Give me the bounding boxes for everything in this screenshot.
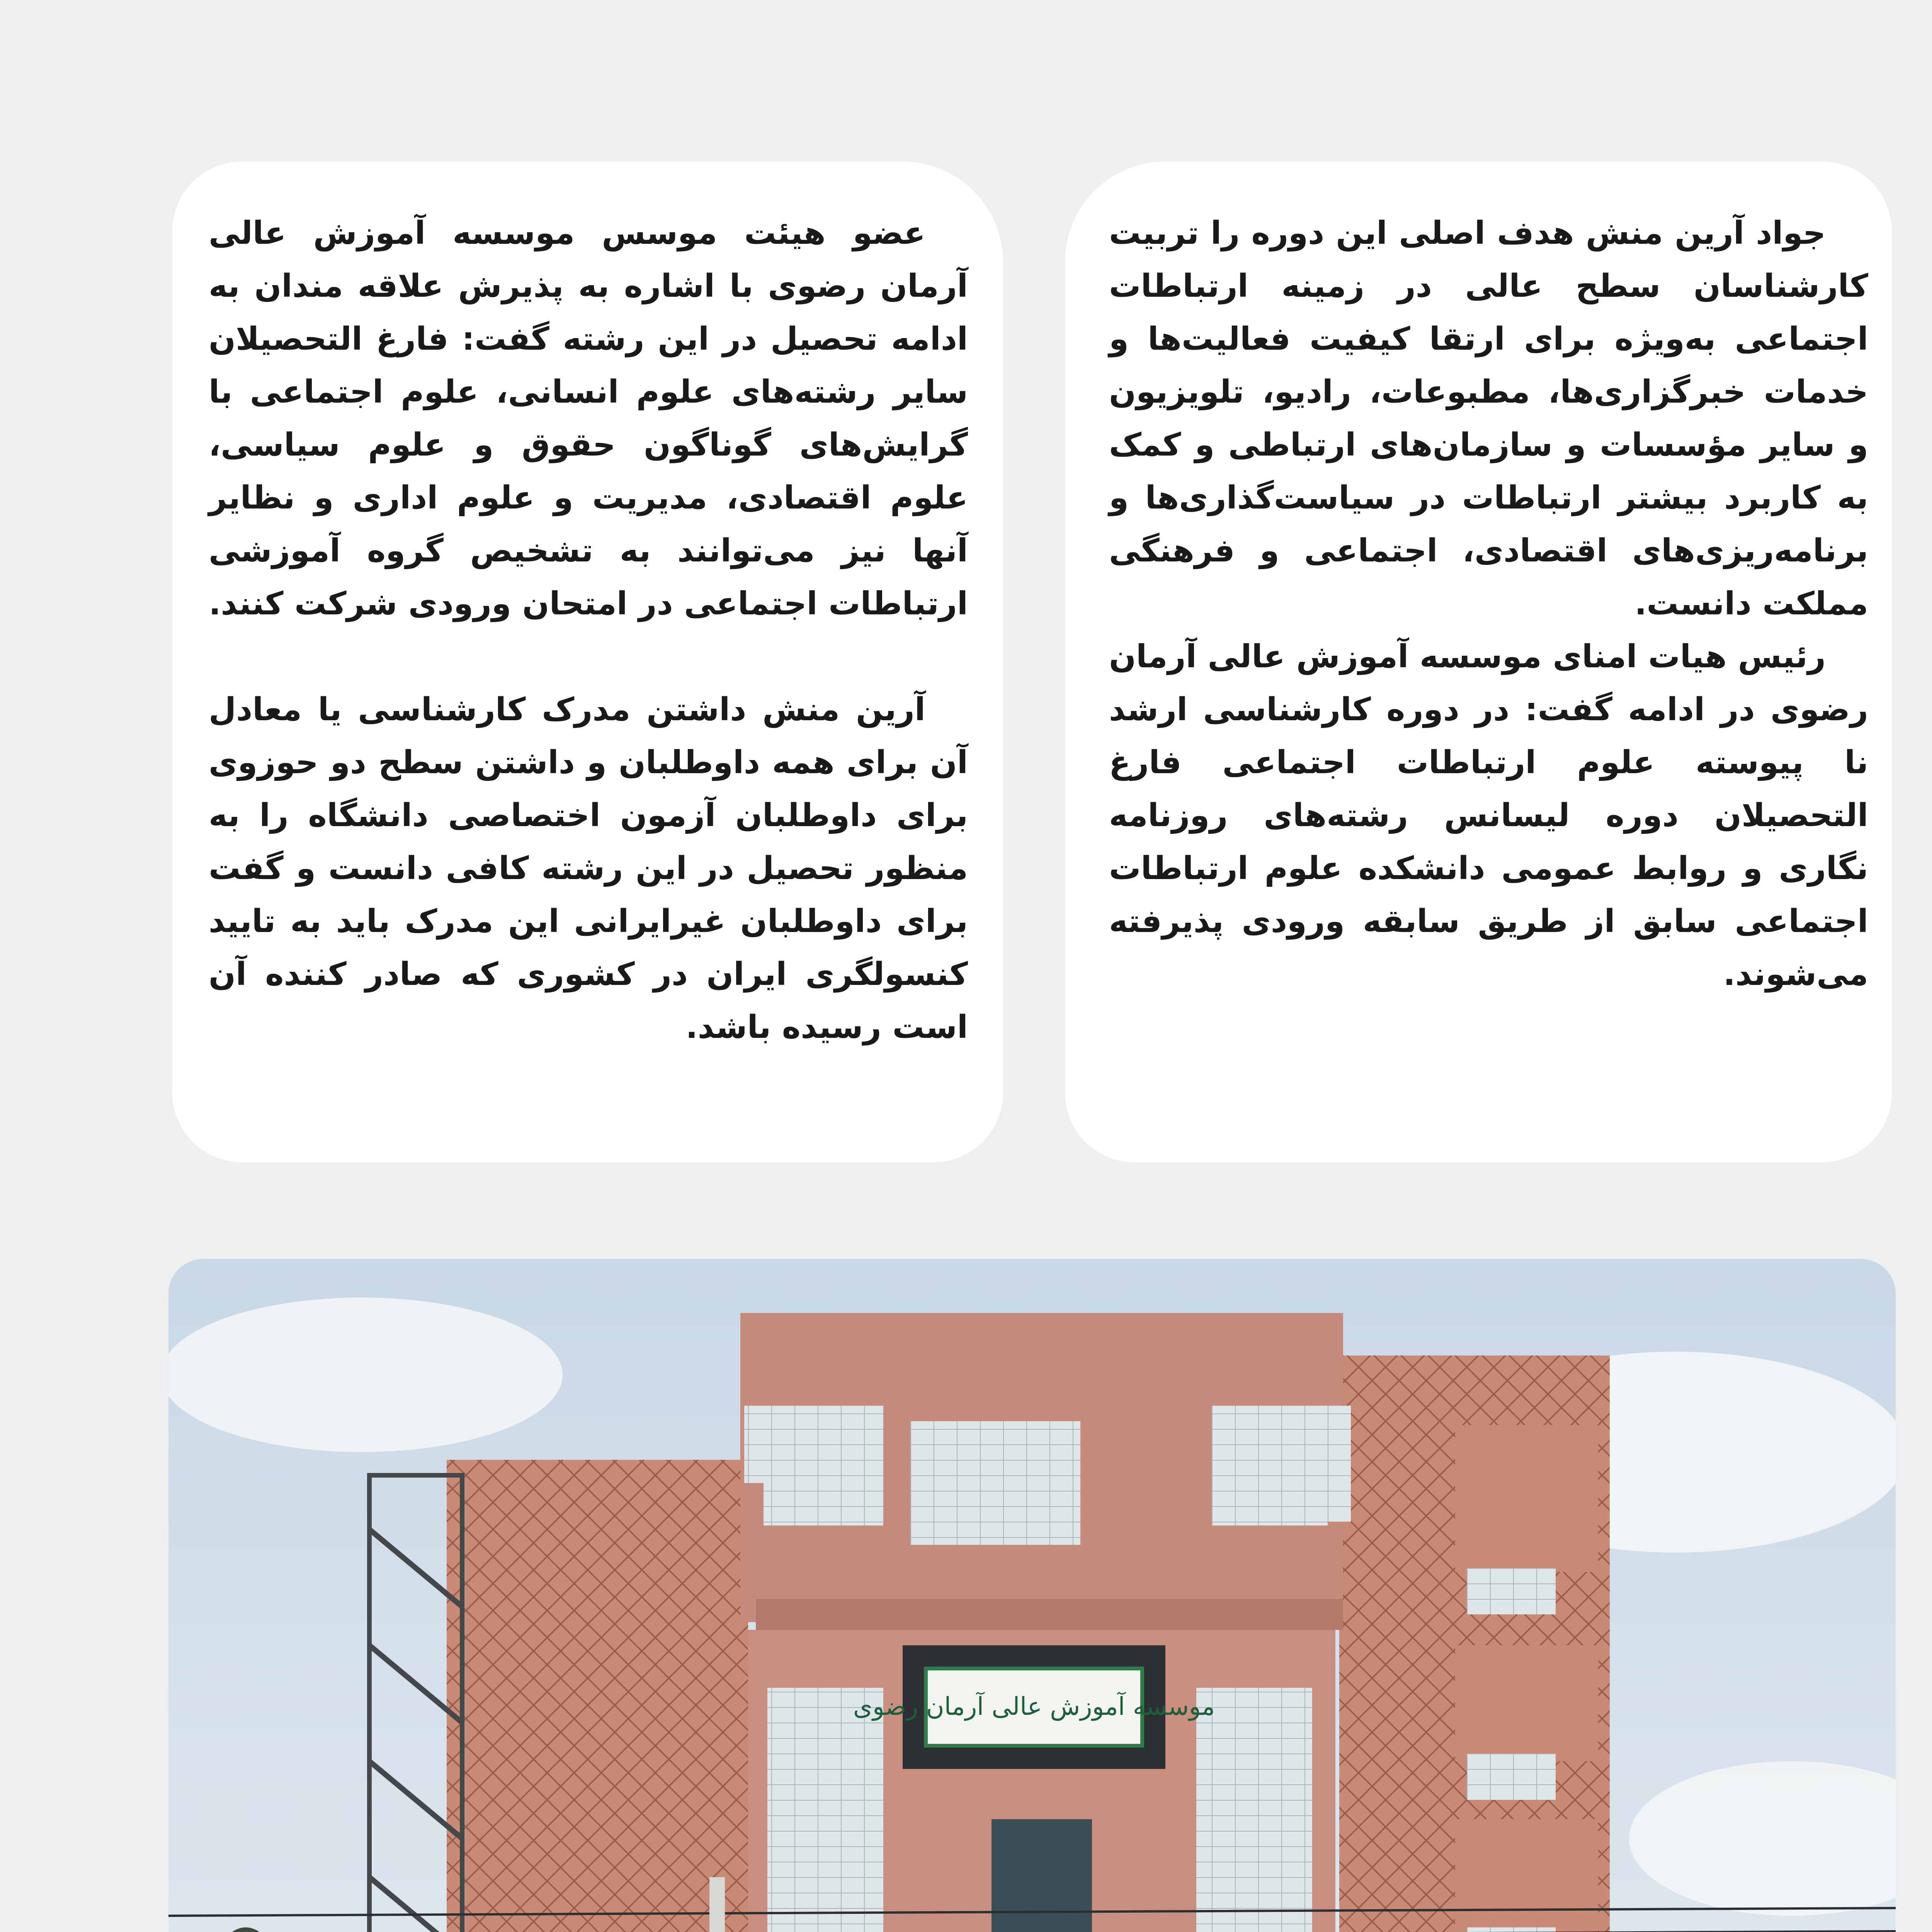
left-paragraph-1: عضو هیئت موسس موسسه آموزش عالی آرمان رضوی با اشاره به پذیرش علاقه مندان به ادامه تحصیل در این رشته گفت: فارغ التحصیلان سایر رشته‌های علوم انسانی، علوم اجتماعی با گرایش‌های گوناگون حقوق و علوم سیاسی، علوم اقتصادی، مدیریت و علوم اداری و نظایر آنها نیز می‌توانند به تشخیص گروه آموزشی ارتباطات اجتماعی در امتحان ورودی شرکت کنند.: [209, 215, 968, 622]
left-column: [209, 207, 968, 1054]
building-sign-top: موسسه آموزش عالی آرمان رضوی: [853, 1692, 1215, 1721]
building-photo: [168, 1259, 1896, 1932]
right-column: [1109, 207, 1868, 1001]
right-paragraph-1: جواد آرین منش هدف اصلی این دوره را تربیت کارشناسان سطح عالی در زمینه ارتباطات اجتماعی به‌ویژه برای ارتقا کیفیت فعالیت‌ها و خدمات خبرگزاری‌ها، مطبوعات، رادیو، تلویزیون و سایر مؤسسات و سازمان‌های ارتباطی و کمک به کاربرد بیشتر ارتباطات در سیاست‌گذاری‌ها و برنامه‌ریزی‌های اقتصادی، اجتماعی و فرهنگی مملکت دانست.: [1109, 215, 1868, 622]
right-paragraph-2: رئیس هیات امنای موسسه آموزش عالی آرمان رضوی در ادامه گفت: در دوره کارشناسی ارشد نا پیوسته علوم ارتباطات اجتماعی فارغ التحصیلان دوره لیسانس رشته‌های روزنامه نگاری و روابط عمومی دانشکده علوم ارتباطات اجتماعی سابق از طریق سابقه ورودی پذیرفته می‌شوند.: [1109, 638, 1868, 993]
left-paragraph-2: آرین منش داشتن مدرک کارشناسی یا معادل آن برای همه داوطلبان و داشتن سطح دو حوزوی برای داوطلبان آزمون اختصاصی دانشگاه را به منظور تحصیل در این رشته کافی دانست و گفت برای داوطلبان غیرایرانی این مدرک باید به تایید کنسولگری ایران در کشوری که صادر کننده آن است رسیده باشد.: [209, 691, 968, 1046]
